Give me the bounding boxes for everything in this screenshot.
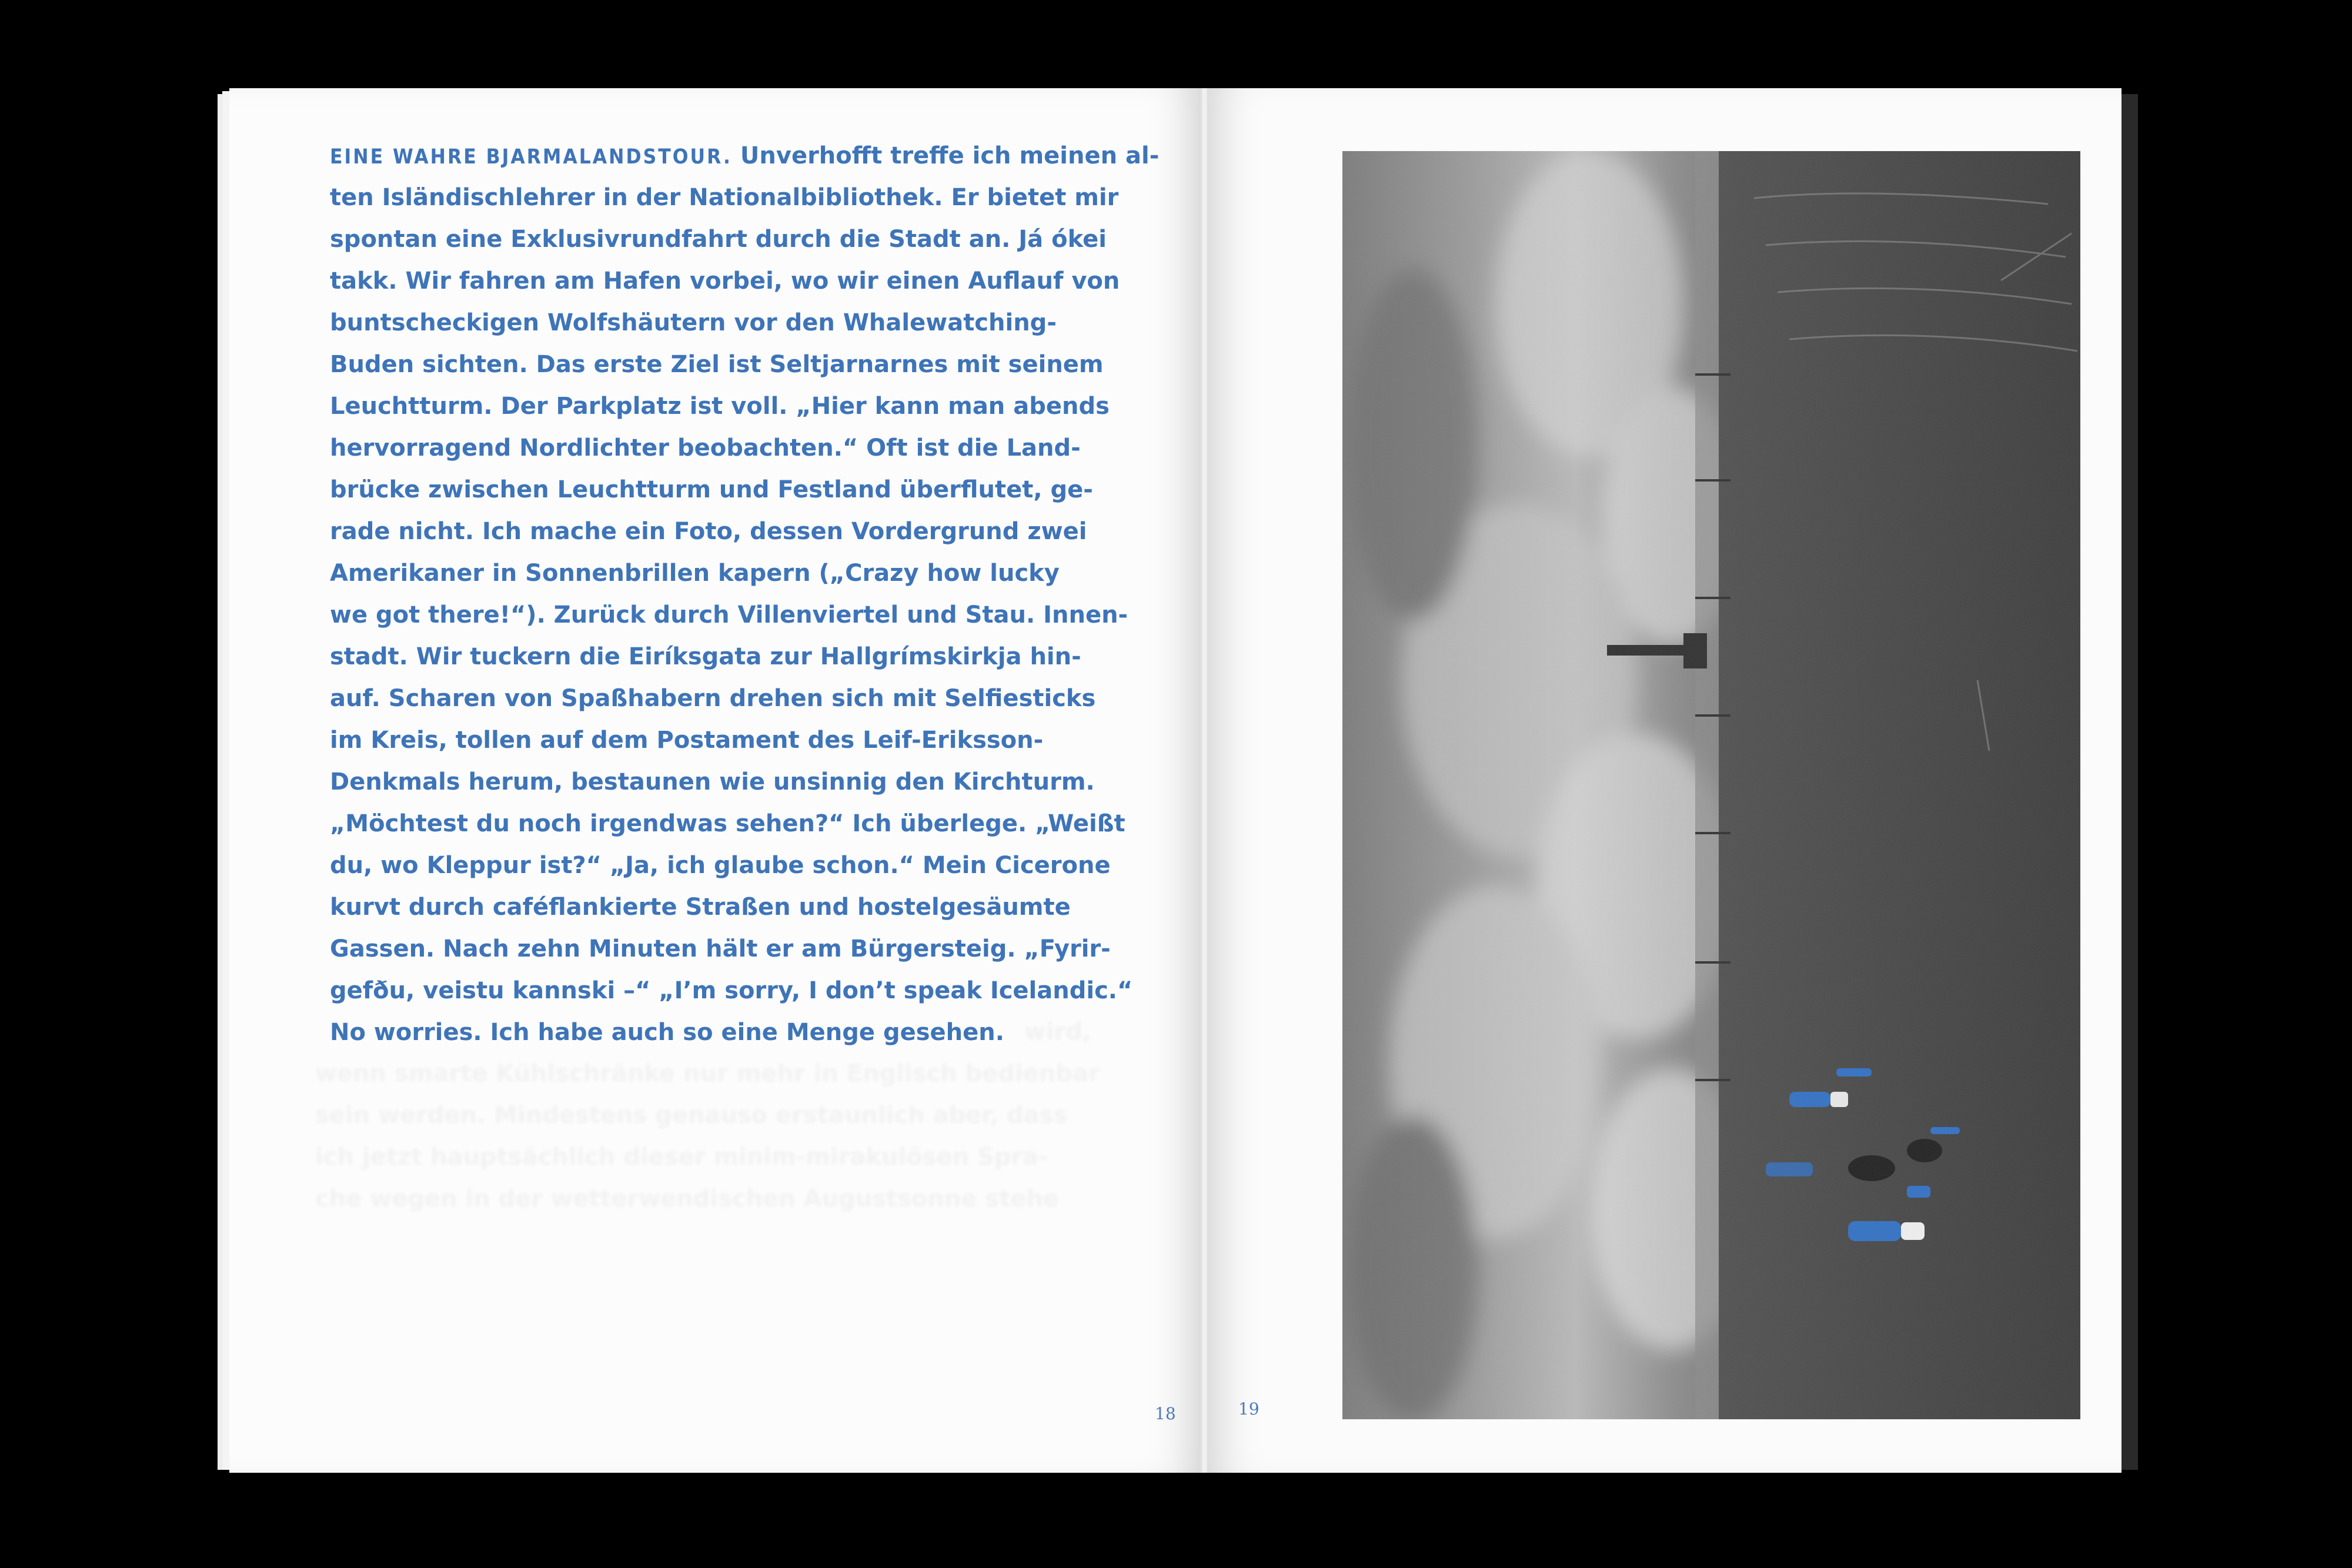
text-line: spontan eine Exklusivrundfahrt durch die Stadt an. Já ókei [330,226,1107,253]
text-line: hervorragend Nordlichter beobachten.“ Oft ist die Land- [330,434,1081,462]
text-line: du, wo Kleppur ist?“ „Ja, ich glaube schon.“ Mein Cicerone [330,852,1111,879]
text-line: brücke zwischen Leuchtturm und Festland überflutet, ge- [330,476,1093,503]
bleed-line [315,1095,1103,1136]
text-line: Buden sichten. Das erste Ziel ist Seltjarnarnes mit seinem [330,351,1104,378]
body-text [330,135,1160,1054]
page-stack-edge-right [2122,94,2138,1470]
text-line: im Kreis, tollen auf dem Postament des Leif-Eriksson- [330,727,1044,754]
text-line: stadt. Wir tuckern die Eiríksgata zur Hallgrímskirkja hin- [330,643,1081,670]
text-line [330,135,1160,177]
text-line: takk. Wir fahren am Hafen vorbei, wo wir einen Auflauf von [330,268,1120,295]
text-line: Amerikaner in Sonnenbrillen kapern („Crazy how lucky [330,560,1060,587]
section-heading: EINE WAHRE BJARMALANDSTOUR. [330,145,732,169]
text-line: Denkmals herum, bestaunen wie unsinnig den Kirchturm. [330,768,1095,795]
text-line-content: Unverhofft treffe ich meinen al- [731,142,1160,169]
text-line: buntscheckigen Wolfshäutern vor den Whalewatching- [330,309,1057,336]
landscape-photo-image [1342,151,2080,1419]
text-line: No worries. Ich habe auch so eine Menge gesehen. [330,1019,1004,1046]
text-line: Leuchtturm. Der Parkplatz ist voll. „Hier kann man abends [330,393,1110,420]
text-line: auf. Scharen von Spaßhabern drehen sich mit Selfiesticks [330,685,1096,712]
text-line: we got there!“). Zurück durch Villenviertel und Stau. Innen- [330,601,1128,628]
text-line: „Möchtest du noch irgendwas sehen?“ Ich überlege. „Weißt [330,810,1125,837]
text-line: Gassen. Nach zehn Minuten hält er am Bürgersteig. „Fyrir- [330,935,1111,962]
bleed-line [315,1178,1103,1220]
bleed-line [315,1053,1103,1095]
text-line: gefðu, veistu kannski –“ „I’m sorry, I don’t speak Icelandic.“ [330,977,1133,1004]
landscape-photo [1342,151,2080,1419]
page-number-left: 18 [1155,1404,1176,1423]
bleed-line [315,1136,1103,1178]
text-line: rade nicht. Ich mache ein Foto, dessen Vordergrund zwei [330,518,1087,545]
text-line: ten Isländischlehrer in der Nationalbibliothek. Er bietet mir [330,184,1119,211]
page-number-right: 19 [1238,1399,1259,1419]
text-line: kurvt durch caféflankierte Straßen und hostelgesäumte [330,894,1071,921]
